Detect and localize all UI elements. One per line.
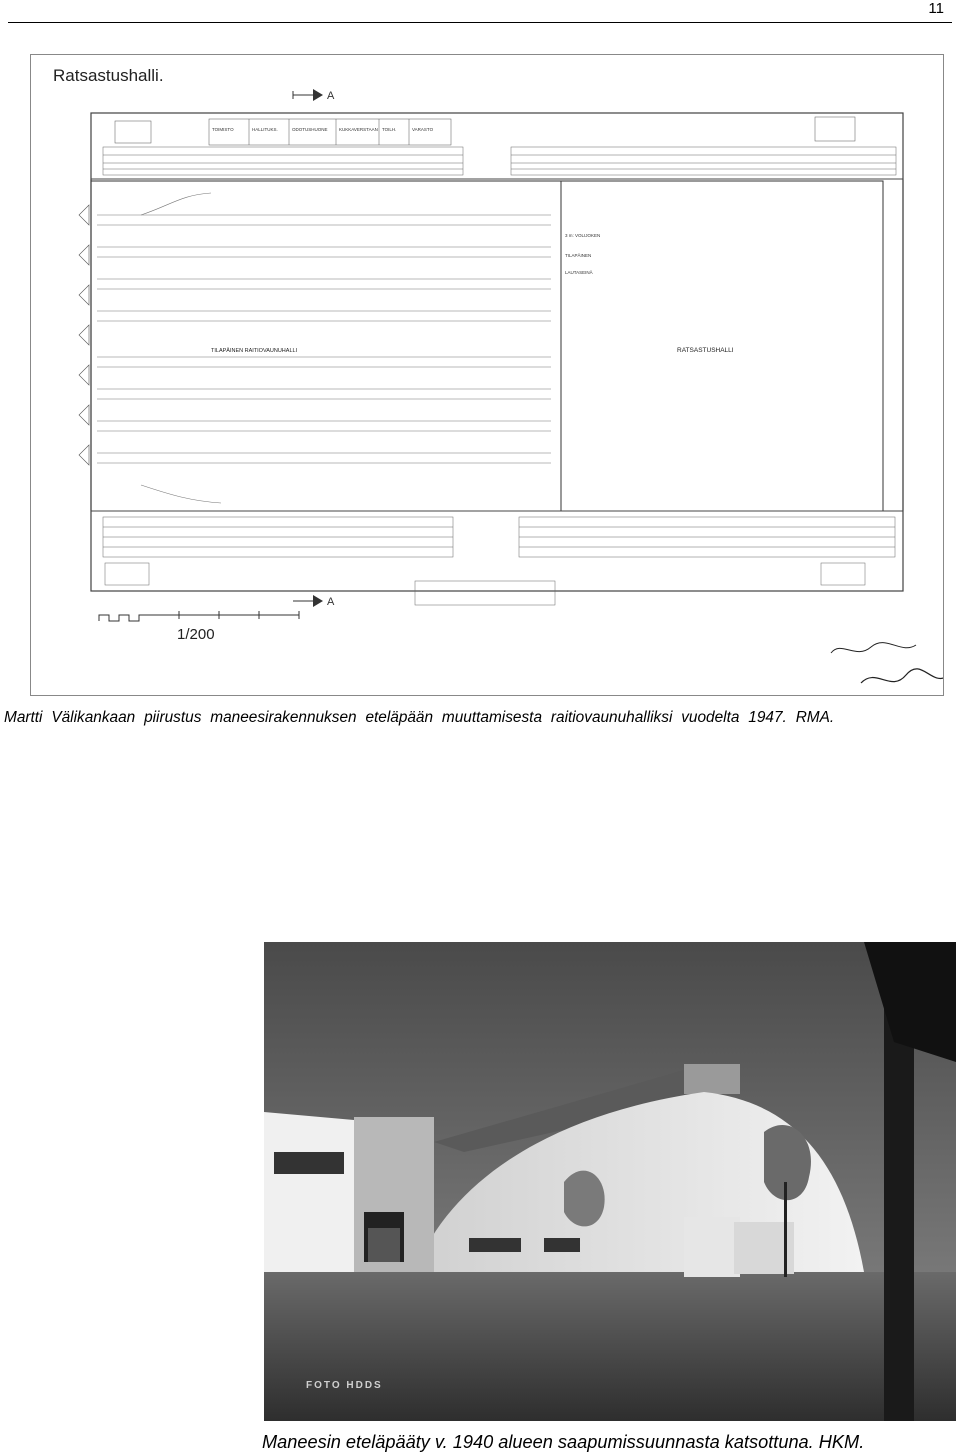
- section-marker-label: A: [327, 596, 335, 608]
- top-stall-grid: [103, 147, 896, 175]
- page-number: 11: [928, 0, 944, 17]
- label-riding-hall: RATSASTUSHALLI: [677, 347, 734, 354]
- room-label: TOIMISTO: [212, 127, 234, 132]
- section-marker-top: [293, 89, 335, 102]
- architectural-drawing: [30, 54, 944, 696]
- riding-hall: [561, 181, 883, 511]
- tram-tracks: [97, 193, 551, 503]
- section-marker-label: A: [327, 90, 335, 102]
- room-label: KUKKAVERSTAAN: [339, 127, 378, 132]
- photo-caption: Maneesin eteläpääty v. 1940 alueen saapumissuunnasta katsottuna. HKM.: [262, 1432, 865, 1452]
- top-room-labels: [212, 127, 434, 132]
- bottom-room-band: [91, 511, 903, 591]
- label-note: 3 m: VOLIJOKEN: [565, 233, 601, 238]
- header-rule: [8, 22, 952, 23]
- bottom-stall-grid: [103, 517, 895, 605]
- tram-hall: [91, 181, 561, 511]
- photo-watermark: FOTO HDDS: [306, 1380, 383, 1391]
- signature: [831, 643, 943, 683]
- drawing-title: Ratsastushalli.: [53, 66, 164, 85]
- building-photo: [264, 942, 956, 1421]
- scale-bar: [99, 611, 299, 621]
- drawing-caption: Martti Välikankaan piirustus maneesirakennuksen eteläpään muuttamisesta raitiovaunuhalliksi vuodelta 1947. RMA.: [4, 709, 835, 726]
- section-marker-bottom: [293, 595, 335, 608]
- room-label: ODOTUSHUONE: [292, 127, 328, 132]
- room-label: VARASTO: [412, 127, 434, 132]
- label-note: LAUTASEINÄ: [565, 270, 593, 275]
- left-buttresses: [79, 205, 89, 465]
- label-tram-hall: TILAPÄINEN RAITIOVAUNUHALLI: [211, 348, 298, 354]
- label-note: TILAPÄINEN: [565, 253, 592, 258]
- room-label: HALLITUKS.: [252, 127, 278, 132]
- room-label: TOILH.: [382, 127, 397, 132]
- scale-label: 1/200: [177, 626, 215, 643]
